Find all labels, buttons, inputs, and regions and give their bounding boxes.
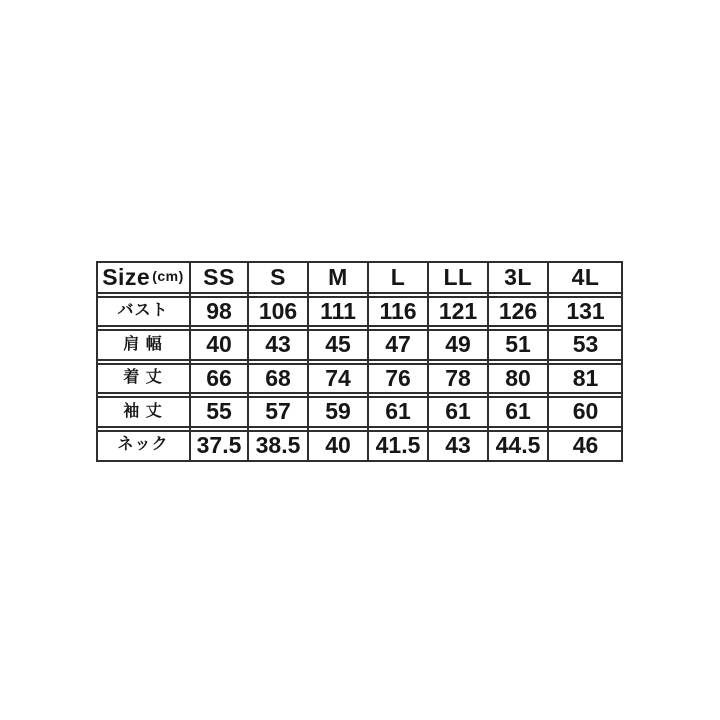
value-cell: 78 <box>445 364 471 391</box>
row-label-bust: バスト <box>117 302 169 320</box>
value-cell: 43 <box>265 331 291 358</box>
value-cell: 59 <box>325 398 351 425</box>
value-cell: 44.5 <box>495 431 541 458</box>
row-label-neck: ネック <box>117 436 169 454</box>
size-label: Size <box>102 264 151 291</box>
column-header-ll: LL <box>443 264 473 291</box>
value-cell: 74 <box>325 364 351 391</box>
row-label-shoulder: 肩 幅 <box>123 335 163 353</box>
column-header-3l: 3L <box>504 264 532 291</box>
value-cell: 51 <box>505 331 531 358</box>
value-cell: 116 <box>379 297 417 324</box>
value-cell: 53 <box>572 331 599 358</box>
value-cell: 46 <box>572 431 599 458</box>
value-cell: 68 <box>265 364 291 391</box>
value-cell: 126 <box>498 297 538 324</box>
value-cell: 80 <box>505 364 531 391</box>
value-cell: 121 <box>438 297 478 324</box>
value-cell: 38.5 <box>255 431 301 458</box>
value-cell: 45 <box>325 331 351 358</box>
value-cell: 111 <box>320 297 356 324</box>
value-cell: 60 <box>572 398 599 425</box>
unit-label: (cm) <box>152 267 184 284</box>
table-cells <box>96 261 623 462</box>
value-cell: 37.5 <box>196 431 242 458</box>
value-cell: 40 <box>325 431 351 458</box>
value-cell: 57 <box>265 398 291 425</box>
value-cell: 98 <box>206 297 232 324</box>
row-label-sleeve: 袖 丈 <box>123 402 163 420</box>
row-label-length: 着 丈 <box>123 369 163 387</box>
value-cell: 49 <box>445 331 471 358</box>
value-cell: 61 <box>445 398 471 425</box>
value-cell: 131 <box>566 297 605 324</box>
value-cell: 76 <box>385 364 411 391</box>
column-header-l: L <box>390 264 406 291</box>
value-cell: 43 <box>445 431 471 458</box>
column-header-ss: SS <box>203 264 235 291</box>
value-cell: 55 <box>206 398 232 425</box>
size-chart-table <box>96 261 623 462</box>
value-cell: 61 <box>385 398 411 425</box>
column-header-4l: 4L <box>571 264 600 291</box>
value-cell: 41.5 <box>375 431 421 458</box>
value-cell: 106 <box>258 297 298 324</box>
size-header-cell <box>96 261 190 295</box>
value-cell: 47 <box>385 331 411 358</box>
column-header-s: S <box>270 264 286 291</box>
column-header-m: M <box>328 264 348 291</box>
value-cell: 61 <box>505 398 531 425</box>
value-cell: 40 <box>206 331 232 358</box>
value-cell: 66 <box>206 364 232 391</box>
value-cell: 81 <box>572 364 599 391</box>
